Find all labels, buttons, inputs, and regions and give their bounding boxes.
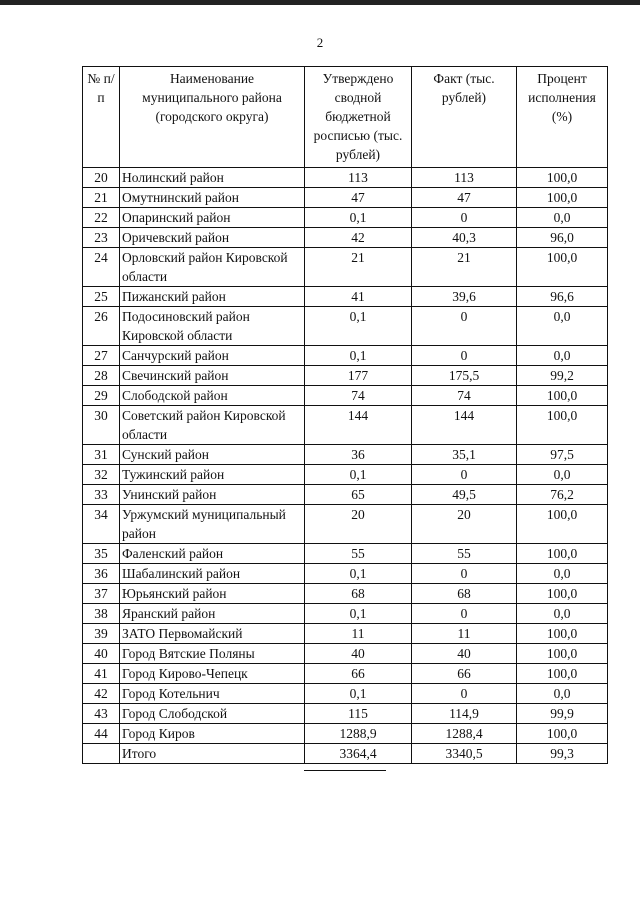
cell-approved: 20	[305, 505, 412, 544]
cell-fact: 0	[412, 684, 517, 704]
cell-approved: 55	[305, 544, 412, 564]
cell-name: Уржумский муниципальный район	[120, 505, 305, 544]
header-name: Наименование муниципального района (городского округа)	[120, 67, 305, 168]
table-row	[83, 624, 608, 644]
table-row	[83, 544, 608, 564]
cell-name: Нолинский район	[120, 168, 305, 188]
cell-number: 28	[83, 366, 120, 386]
cell-percent: 96,6	[517, 287, 608, 307]
cell-fact: 0	[412, 346, 517, 366]
cell-approved: 0,1	[305, 307, 412, 346]
cell-approved: 1288,9	[305, 724, 412, 744]
cell-name: Слободской район	[120, 386, 305, 406]
page-number: 2	[316, 35, 324, 50]
header-approved: Утверждено сводной бюджетной росписью (тыс. рублей)	[305, 67, 412, 168]
cell-fact: 47	[412, 188, 517, 208]
cell-fact: 40,3	[412, 228, 517, 248]
table-row	[83, 604, 608, 624]
cell-name: Яранский район	[120, 604, 305, 624]
table-row	[83, 168, 608, 188]
table-header-row	[83, 67, 608, 168]
table-body	[83, 168, 608, 764]
cell-number: 34	[83, 505, 120, 544]
cell-approved: 3364,4	[305, 744, 412, 764]
cell-approved: 0,1	[305, 604, 412, 624]
cell-number: 29	[83, 386, 120, 406]
cell-approved: 0,1	[305, 465, 412, 485]
table-row	[83, 188, 608, 208]
cell-fact: 175,5	[412, 366, 517, 386]
total-row	[83, 744, 608, 764]
table-row	[83, 287, 608, 307]
cell-percent: 99,2	[517, 366, 608, 386]
cell-number: 37	[83, 584, 120, 604]
cell-percent: 100,0	[517, 505, 608, 544]
cell-percent: 0,0	[517, 604, 608, 624]
table-row	[83, 248, 608, 287]
table-row	[83, 664, 608, 684]
cell-number: 43	[83, 704, 120, 724]
cell-number: 21	[83, 188, 120, 208]
cell-number: 27	[83, 346, 120, 366]
cell-approved: 115	[305, 704, 412, 724]
cell-percent: 100,0	[517, 248, 608, 287]
cell-approved: 0,1	[305, 208, 412, 228]
cell-number: 41	[83, 664, 120, 684]
cell-percent: 0,0	[517, 684, 608, 704]
cell-fact: 3340,5	[412, 744, 517, 764]
cell-name: Тужинский район	[120, 465, 305, 485]
cell-approved: 11	[305, 624, 412, 644]
cell-percent: 97,5	[517, 445, 608, 465]
cell-approved: 68	[305, 584, 412, 604]
cell-percent: 0,0	[517, 564, 608, 584]
cell-name: Опаринский район	[120, 208, 305, 228]
cell-percent: 100,0	[517, 406, 608, 445]
cell-percent: 99,9	[517, 704, 608, 724]
cell-approved: 47	[305, 188, 412, 208]
cell-fact: 74	[412, 386, 517, 406]
cell-name: Итого	[120, 744, 305, 764]
cell-fact: 0	[412, 307, 517, 346]
cell-fact: 21	[412, 248, 517, 287]
table-row	[83, 307, 608, 346]
cell-number: 35	[83, 544, 120, 564]
cell-percent: 96,0	[517, 228, 608, 248]
cell-name: Город Котельнич	[120, 684, 305, 704]
cell-name: Шабалинский район	[120, 564, 305, 584]
cell-fact: 144	[412, 406, 517, 445]
cell-number: 22	[83, 208, 120, 228]
cell-percent: 100,0	[517, 724, 608, 744]
cell-name: Сунский район	[120, 445, 305, 465]
cell-name: Санчурский район	[120, 346, 305, 366]
cell-name: Фаленский район	[120, 544, 305, 564]
cell-number: 40	[83, 644, 120, 664]
table-row	[83, 584, 608, 604]
cell-percent: 100,0	[517, 644, 608, 664]
cell-name: Омутнинский район	[120, 188, 305, 208]
cell-fact: 40	[412, 644, 517, 664]
cell-name: Город Кирово-Чепецк	[120, 664, 305, 684]
cell-fact: 55	[412, 544, 517, 564]
cell-percent: 99,3	[517, 744, 608, 764]
cell-fact: 113	[412, 168, 517, 188]
top-scan-border	[0, 0, 640, 7]
cell-name: Пижанский район	[120, 287, 305, 307]
table-row	[83, 406, 608, 445]
table-row	[83, 366, 608, 386]
header-fact: Факт (тыс. рублей)	[412, 67, 517, 168]
cell-approved: 40	[305, 644, 412, 664]
execution-table	[82, 66, 608, 764]
cell-percent: 100,0	[517, 188, 608, 208]
cell-approved: 0,1	[305, 684, 412, 704]
cell-fact: 20	[412, 505, 517, 544]
cell-name: Город Киров	[120, 724, 305, 744]
table-row	[83, 465, 608, 485]
table-row	[83, 445, 608, 465]
cell-fact: 0	[412, 564, 517, 584]
cell-approved: 113	[305, 168, 412, 188]
cell-number: 26	[83, 307, 120, 346]
cell-percent: 100,0	[517, 386, 608, 406]
header-percent: Процент исполнения (%)	[517, 67, 608, 168]
cell-name: Город Слободской	[120, 704, 305, 724]
header-number: № п/п	[83, 67, 120, 168]
cell-number: 32	[83, 465, 120, 485]
cell-percent: 0,0	[517, 346, 608, 366]
cell-fact: 49,5	[412, 485, 517, 505]
cell-percent: 100,0	[517, 168, 608, 188]
cell-percent: 0,0	[517, 208, 608, 228]
cell-approved: 36	[305, 445, 412, 465]
cell-name: Подосиновский район Кировской области	[120, 307, 305, 346]
cell-number: 33	[83, 485, 120, 505]
cell-approved: 74	[305, 386, 412, 406]
cell-name: Советский район Кировской области	[120, 406, 305, 445]
cell-number: 31	[83, 445, 120, 465]
cell-fact: 68	[412, 584, 517, 604]
cell-name: Унинский район	[120, 485, 305, 505]
cell-number: 25	[83, 287, 120, 307]
table-row	[83, 208, 608, 228]
cell-fact: 35,1	[412, 445, 517, 465]
end-of-document-line	[304, 770, 386, 771]
cell-fact: 1288,4	[412, 724, 517, 744]
cell-name: Оричевский район	[120, 228, 305, 248]
cell-number: 42	[83, 684, 120, 704]
cell-percent: 100,0	[517, 664, 608, 684]
table-row	[83, 724, 608, 744]
table-row	[83, 644, 608, 664]
cell-number: 30	[83, 406, 120, 445]
cell-number	[83, 744, 120, 764]
table-row	[83, 684, 608, 704]
cell-fact: 0	[412, 465, 517, 485]
cell-number: 38	[83, 604, 120, 624]
cell-fact: 0	[412, 604, 517, 624]
cell-fact: 0	[412, 208, 517, 228]
cell-percent: 100,0	[517, 544, 608, 564]
cell-fact: 39,6	[412, 287, 517, 307]
cell-fact: 11	[412, 624, 517, 644]
cell-approved: 177	[305, 366, 412, 386]
cell-number: 44	[83, 724, 120, 744]
cell-approved: 42	[305, 228, 412, 248]
cell-percent: 0,0	[517, 307, 608, 346]
cell-number: 20	[83, 168, 120, 188]
cell-approved: 66	[305, 664, 412, 684]
cell-fact: 66	[412, 664, 517, 684]
cell-name: ЗАТО Первомайский	[120, 624, 305, 644]
cell-approved: 21	[305, 248, 412, 287]
cell-approved: 144	[305, 406, 412, 445]
cell-percent: 100,0	[517, 584, 608, 604]
table-row	[83, 704, 608, 724]
cell-number: 36	[83, 564, 120, 584]
cell-approved: 41	[305, 287, 412, 307]
cell-name: Город Вятские Поляны	[120, 644, 305, 664]
cell-percent: 100,0	[517, 624, 608, 644]
table-row	[83, 485, 608, 505]
table-row	[83, 386, 608, 406]
table-row	[83, 505, 608, 544]
cell-number: 23	[83, 228, 120, 248]
cell-name: Орловский район Кировской области	[120, 248, 305, 287]
table-row	[83, 228, 608, 248]
cell-percent: 0,0	[517, 465, 608, 485]
table-row	[83, 564, 608, 584]
table-row	[83, 346, 608, 366]
cell-approved: 0,1	[305, 564, 412, 584]
cell-number: 39	[83, 624, 120, 644]
cell-percent: 76,2	[517, 485, 608, 505]
cell-number: 24	[83, 248, 120, 287]
cell-approved: 0,1	[305, 346, 412, 366]
cell-name: Свечинский район	[120, 366, 305, 386]
cell-approved: 65	[305, 485, 412, 505]
cell-name: Юрьянский район	[120, 584, 305, 604]
cell-fact: 114,9	[412, 704, 517, 724]
